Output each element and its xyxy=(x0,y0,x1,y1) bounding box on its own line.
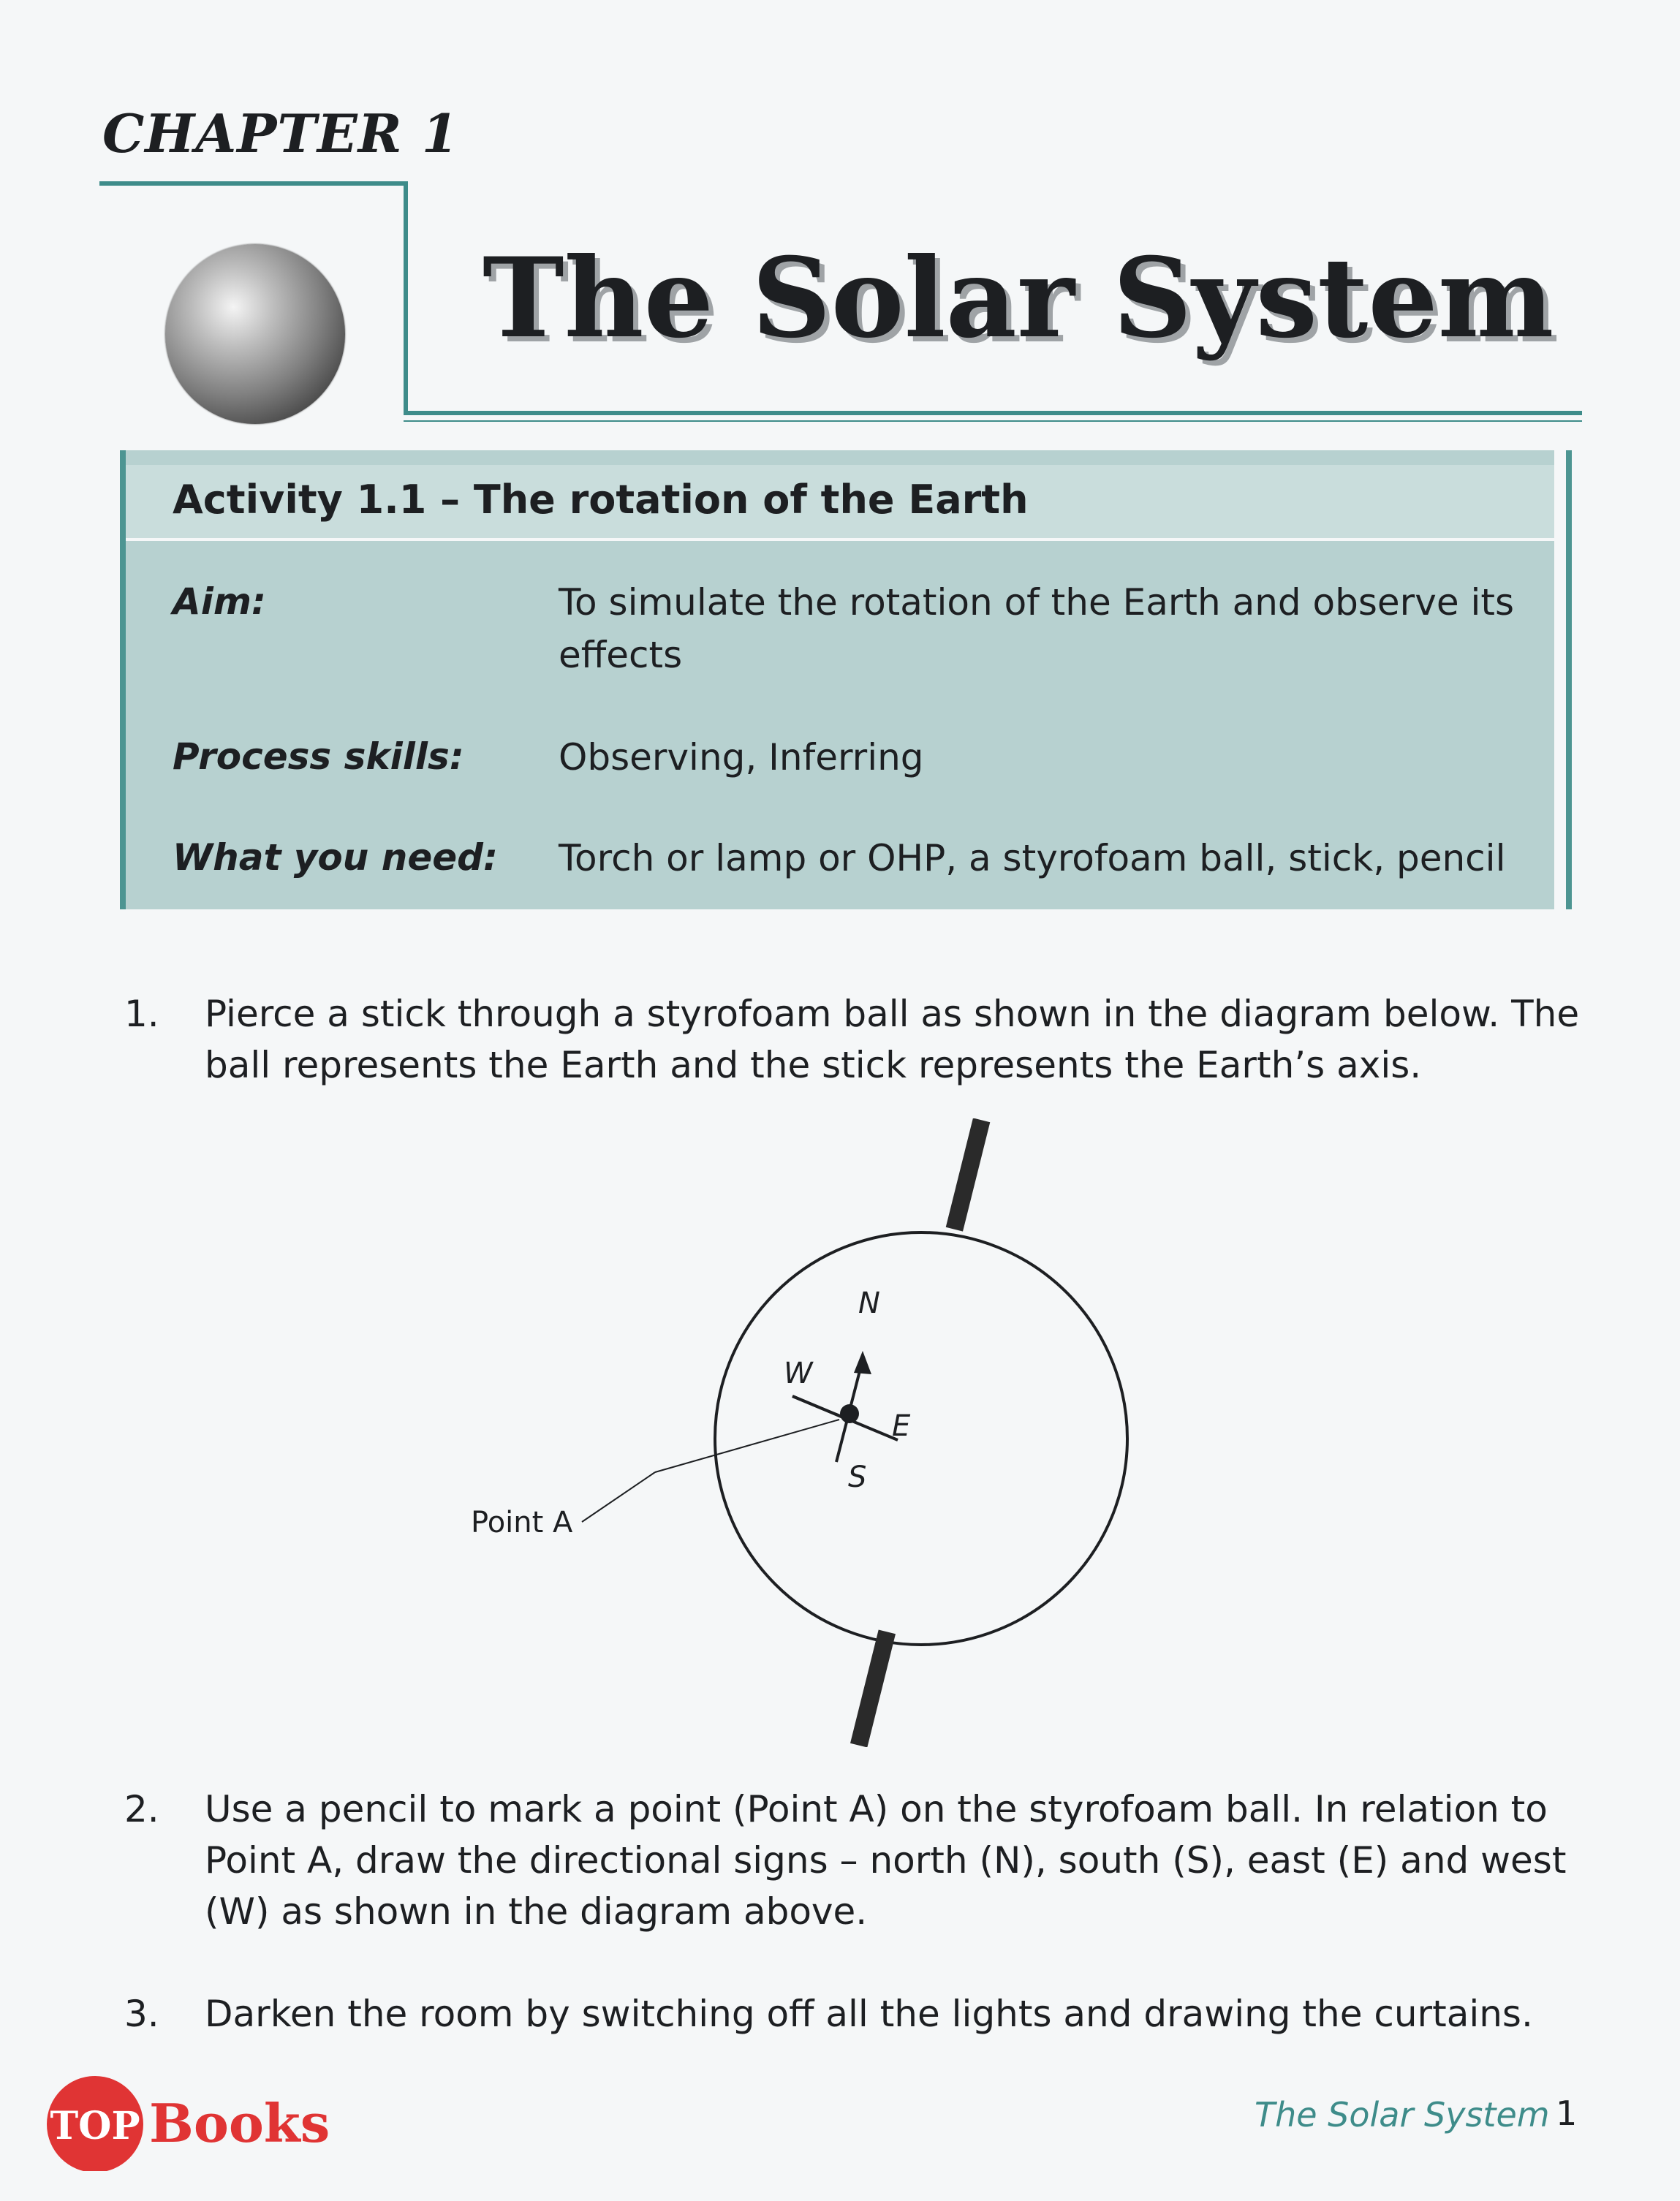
stick-bottom xyxy=(850,1629,896,1747)
step-number: 1. xyxy=(124,993,159,1035)
step-text: Use a pencil to mark a point (Point A) on the styrofoam ball. In relation to Point A, draw the directional signs – north (N), south (S), east (E) and west (W) as shown in the diagram above. xyxy=(205,1788,1567,1933)
what-you-need-value: Torch or lamp or OHP, a styrofoam ball, stick, pencil xyxy=(559,837,1506,879)
step-text: Darken the room by switching off all the lights and drawing the curtains. xyxy=(205,1993,1533,2035)
compass-w-label: W xyxy=(784,1357,813,1390)
step-text: Pierce a stick through a styrofoam ball as shown in the diagram below. The ball represents the Earth and the stick represents the Earth’s axis. xyxy=(205,993,1580,1086)
earth-globe-image xyxy=(165,244,345,424)
compass-e-label: E xyxy=(892,1409,911,1443)
compass-s-label: S xyxy=(848,1461,867,1494)
chapter-title: The Solar System xyxy=(483,234,1554,363)
what-you-need-label: What you need: xyxy=(173,836,498,879)
aim-label: Aim: xyxy=(173,580,266,623)
stick-top xyxy=(946,1118,991,1232)
footer-title: The Solar System xyxy=(1255,2095,1550,2134)
process-skills-value: Observing, Inferring xyxy=(559,736,924,779)
aim-value: To simulate the rotation of the Earth and observe its effects xyxy=(559,581,1515,676)
activity-box-left-rule xyxy=(120,450,126,909)
logo-books-text: Books xyxy=(149,2092,330,2154)
rotation-diagram xyxy=(439,1118,1170,1747)
compass-n-label: N xyxy=(858,1287,880,1320)
chapter-rule-bottom-thin xyxy=(404,420,1582,422)
process-skills-label: Process skills: xyxy=(173,735,464,778)
point-a-label: Point A xyxy=(471,1506,573,1539)
north-arrow-icon xyxy=(854,1351,871,1374)
activity-title: Activity 1.1 – The rotation of the Earth xyxy=(173,477,1029,523)
styrofoam-ball xyxy=(715,1232,1127,1645)
topbooks-logo xyxy=(15,2069,395,2171)
chapter-rule-vertical xyxy=(404,181,408,415)
chapter-label: CHAPTER 1 xyxy=(102,102,459,164)
chapter-rule xyxy=(99,181,406,186)
step-number: 2. xyxy=(124,1788,159,1830)
point-a-leader-2 xyxy=(655,1420,839,1472)
activity-box-right-rule xyxy=(1566,450,1572,909)
point-a-leader xyxy=(582,1472,655,1522)
chapter-rule-bottom xyxy=(404,411,1582,415)
point-a-dot xyxy=(840,1404,859,1423)
step-number: 3. xyxy=(124,1993,159,2035)
page-number: 1 xyxy=(1556,2094,1578,2133)
logo-top-text: TOP xyxy=(50,2104,140,2148)
